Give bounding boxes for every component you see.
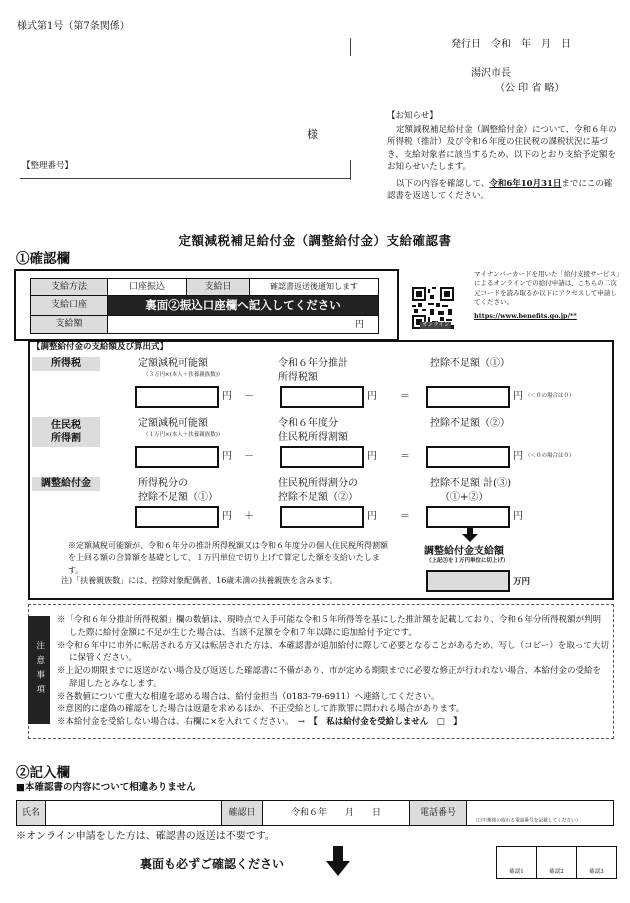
row1-col3: 控除不足額（①） <box>430 358 510 369</box>
total-amount-field[interactable] <box>426 570 510 592</box>
qr-text: マイナンバーカードを用いた「給付支援サービス」によるオンラインでの給付申請は、こちらの二次元コードを読み取るか以下にアクセスして申請してください。 <box>474 270 620 307</box>
window-mark <box>20 178 351 180</box>
row2-col1-note: （１万円×(本人＋扶養親族数)） <box>143 432 224 438</box>
equals-sign: ＝ <box>400 511 410 522</box>
qr-sub-label: オンライン <box>422 322 450 328</box>
yen-unit: 円 <box>367 511 377 522</box>
notice-deadline-text: 以下の内容を確認して、令和6年10月31日までにこの確認書を返送してください。 <box>387 179 613 202</box>
arrow-down-icon <box>462 528 478 546</box>
yen-unit: 円 <box>222 451 232 462</box>
name-field[interactable] <box>45 800 222 826</box>
phone-label: 電話番号 <box>409 800 467 826</box>
calc-note-1: ※定額減税可能額が、令和６年分の推計所得税額又は令和６年度分の個人住民税所得割額を上回る額の合算額を基礎として、１万円単位で切り上げて算定した額を支給いたします。 <box>68 541 388 575</box>
check-box-1[interactable]: 確認1 <box>496 846 537 879</box>
back-side-note: 裏面も必ずご確認ください <box>140 857 285 871</box>
account-value: 裏面②振込口座欄へ記入してください <box>107 295 379 316</box>
total-note: （上記③を１万円単位に切上げ） <box>426 558 509 564</box>
date-value: 確認書返送後通知します <box>249 278 379 296</box>
row3-input2[interactable] <box>280 506 364 528</box>
yen-unit: 円 <box>222 511 232 522</box>
method-value: 口座振込 <box>107 278 187 296</box>
minus-sign: － <box>244 451 254 462</box>
calc-note-2: 注)「扶養親族数」には、控除対象配偶者、16歳未満の扶養親族を含みます。 <box>61 576 338 585</box>
method-label: 支給方法 <box>30 278 108 296</box>
amount-unit: 円 <box>354 320 364 330</box>
decline-checkbox[interactable]: 【 私は給付金を受給しません □ 】 <box>313 717 462 727</box>
row3-label: 調整給付金 <box>32 477 100 491</box>
issue-date: 発行日 令和 年 月 日 <box>451 39 571 50</box>
caution-decline-row: ※本給付金を受給しない場合は、右欄に×を入れてください。 → 【 私は給付金を受給しません □ 】 <box>57 717 462 727</box>
confirm-date-label: 確認日 <box>221 800 263 826</box>
caution-item: ※意図的に虚偽の確認をした場合は返還を求めるほか、不正受給として詐欺罪に問われる場合があります。 <box>57 704 465 715</box>
row3-input1[interactable] <box>135 506 219 528</box>
total-label: 調整給付金支給額 <box>424 546 504 557</box>
row1-col2a: 令和６年分推計 <box>278 358 348 369</box>
row2-input1[interactable] <box>135 446 219 468</box>
row3-col3a: 控除不足額 計(③) <box>430 478 511 489</box>
row3-input3[interactable] <box>426 506 510 528</box>
arrow-down-icon <box>326 846 350 880</box>
equals-sign: ＝ <box>400 391 410 402</box>
notice-body: 定額減税補足給付金（調整給付金）について、令和６年の所得税（推計）及び令和６年度の住民税の課税状況に基づき、支給対象者に該当するため、以下のとおり支給予定額をお知らせいたします。 <box>387 125 617 172</box>
yen-unit: 円 <box>513 451 523 462</box>
zero-note: （＜０の場合は０） <box>525 393 575 399</box>
row2-label: 住民税 所得割 <box>32 417 100 447</box>
account-label: 支給口座 <box>30 295 108 316</box>
calc-heading: 【調整給付金の支給額及び算出式】 <box>32 342 169 352</box>
document-title: 定額減税補足給付金（調整給付金）支給確認書 <box>178 233 452 248</box>
row2-col2a: 令和６年度分 <box>278 418 338 429</box>
row3-col3b: （①+②） <box>440 492 489 503</box>
notice-heading: 【お知らせ】 <box>387 111 438 121</box>
row3-col2a: 住民税所得割分の <box>278 478 358 489</box>
row1-input1[interactable] <box>135 386 219 408</box>
row3-col1a: 所得税分の <box>138 478 188 489</box>
window-mark <box>350 160 352 180</box>
equals-sign: ＝ <box>400 451 410 462</box>
section1-heading: ①確認欄 <box>16 251 70 267</box>
caution-item: ※上記の期限までに返送がない場合及び返送した確認書に不備があり、市が定める期限までに必要な修正が行われない場合、本給付金の受給を辞退したとみなします。 <box>57 666 602 689</box>
section2-subheading: ■本確認書の内容について相違ありません <box>16 782 196 793</box>
row3-col2b: 控除不足額（②） <box>278 492 358 503</box>
confirm-date-field[interactable]: 令和６年 月 日 <box>262 800 410 826</box>
caution-side-label: 注意事項 <box>28 616 50 724</box>
form-number: 様式第1号（第7条関係） <box>17 21 130 32</box>
online-note: ※オンライン申請をした方は、確認書の返送は不要です。 <box>16 831 275 842</box>
honorific: 様 <box>307 128 318 141</box>
zero-note: （＜０の場合は０） <box>525 453 575 459</box>
row3-col1b: 控除不足額（①） <box>138 492 218 503</box>
name-label: 氏名 <box>16 800 46 826</box>
row2-col3: 控除不足額（②） <box>430 418 510 429</box>
yen-unit: 円 <box>222 391 232 402</box>
caution-item: ※令和６年中に市外に転居される方又は転居された方は、本確認書が追加給付に際して必要となることがあるため、写し（コピー）を取って大切に保管ください。 <box>57 640 609 664</box>
amount-label: 支給額 <box>30 315 108 334</box>
date-label: 支給日 <box>186 278 250 296</box>
yen-unit: 円 <box>367 391 377 402</box>
check-box-2[interactable]: 確認2 <box>536 846 577 879</box>
row1-input2[interactable] <box>280 386 364 408</box>
row1-label: 所得税 <box>32 357 100 371</box>
row2-input3[interactable] <box>426 446 510 468</box>
caution-list <box>57 614 609 729</box>
plus-sign: ＋ <box>244 511 254 522</box>
caution-item: ※各数値について重大な相違を認める場合は、給付金担当（0183-79-6911）へ連絡してください。 <box>57 691 440 702</box>
phone-field[interactable] <box>466 800 614 826</box>
seal-omitted: （公 印 省 略） <box>495 83 565 94</box>
row1-col1-note: （３万円×(本人＋扶養親族数)） <box>143 372 224 378</box>
qr-url[interactable]: https://www.benefits.go.jp/** <box>474 312 577 320</box>
row1-col1: 定額減税可能額 <box>138 358 208 369</box>
section2-heading: ②記入欄 <box>16 765 70 781</box>
row1-input3[interactable] <box>426 386 510 408</box>
ref-number-label: 【整理番号】 <box>22 161 74 171</box>
row2-input2[interactable] <box>280 446 364 468</box>
row1-col2b: 所得税額 <box>278 372 318 383</box>
mayor-name: 湯沢市長 <box>471 68 511 79</box>
phone-note: （日中連絡の取れる電話番号を記載してください） <box>473 817 581 823</box>
window-mark <box>350 38 352 56</box>
yen-unit: 円 <box>367 451 377 462</box>
check-box-3[interactable]: 確認3 <box>576 846 617 879</box>
amount-field[interactable] <box>107 315 379 334</box>
row2-col2b: 住民税所得割額 <box>278 432 348 443</box>
notice-deadline: 令和6年10月31日 <box>489 179 562 189</box>
yen-unit: 円 <box>513 511 523 522</box>
minus-sign: － <box>244 391 254 402</box>
total-unit: 万円 <box>513 577 531 587</box>
caution-item: ※「令和６年分推計所得税額」欄の数値は、現時点で入手可能な令和５年所得等を基にした推計額を記載しており、令和６年分所得税額が判明した際に給付金額に不足が生じた場合は、当該不足額を令和７年以降に追加給付予定です。 <box>57 615 602 638</box>
yen-unit: 円 <box>513 391 523 402</box>
row2-col1: 定額減税可能額 <box>138 418 208 429</box>
